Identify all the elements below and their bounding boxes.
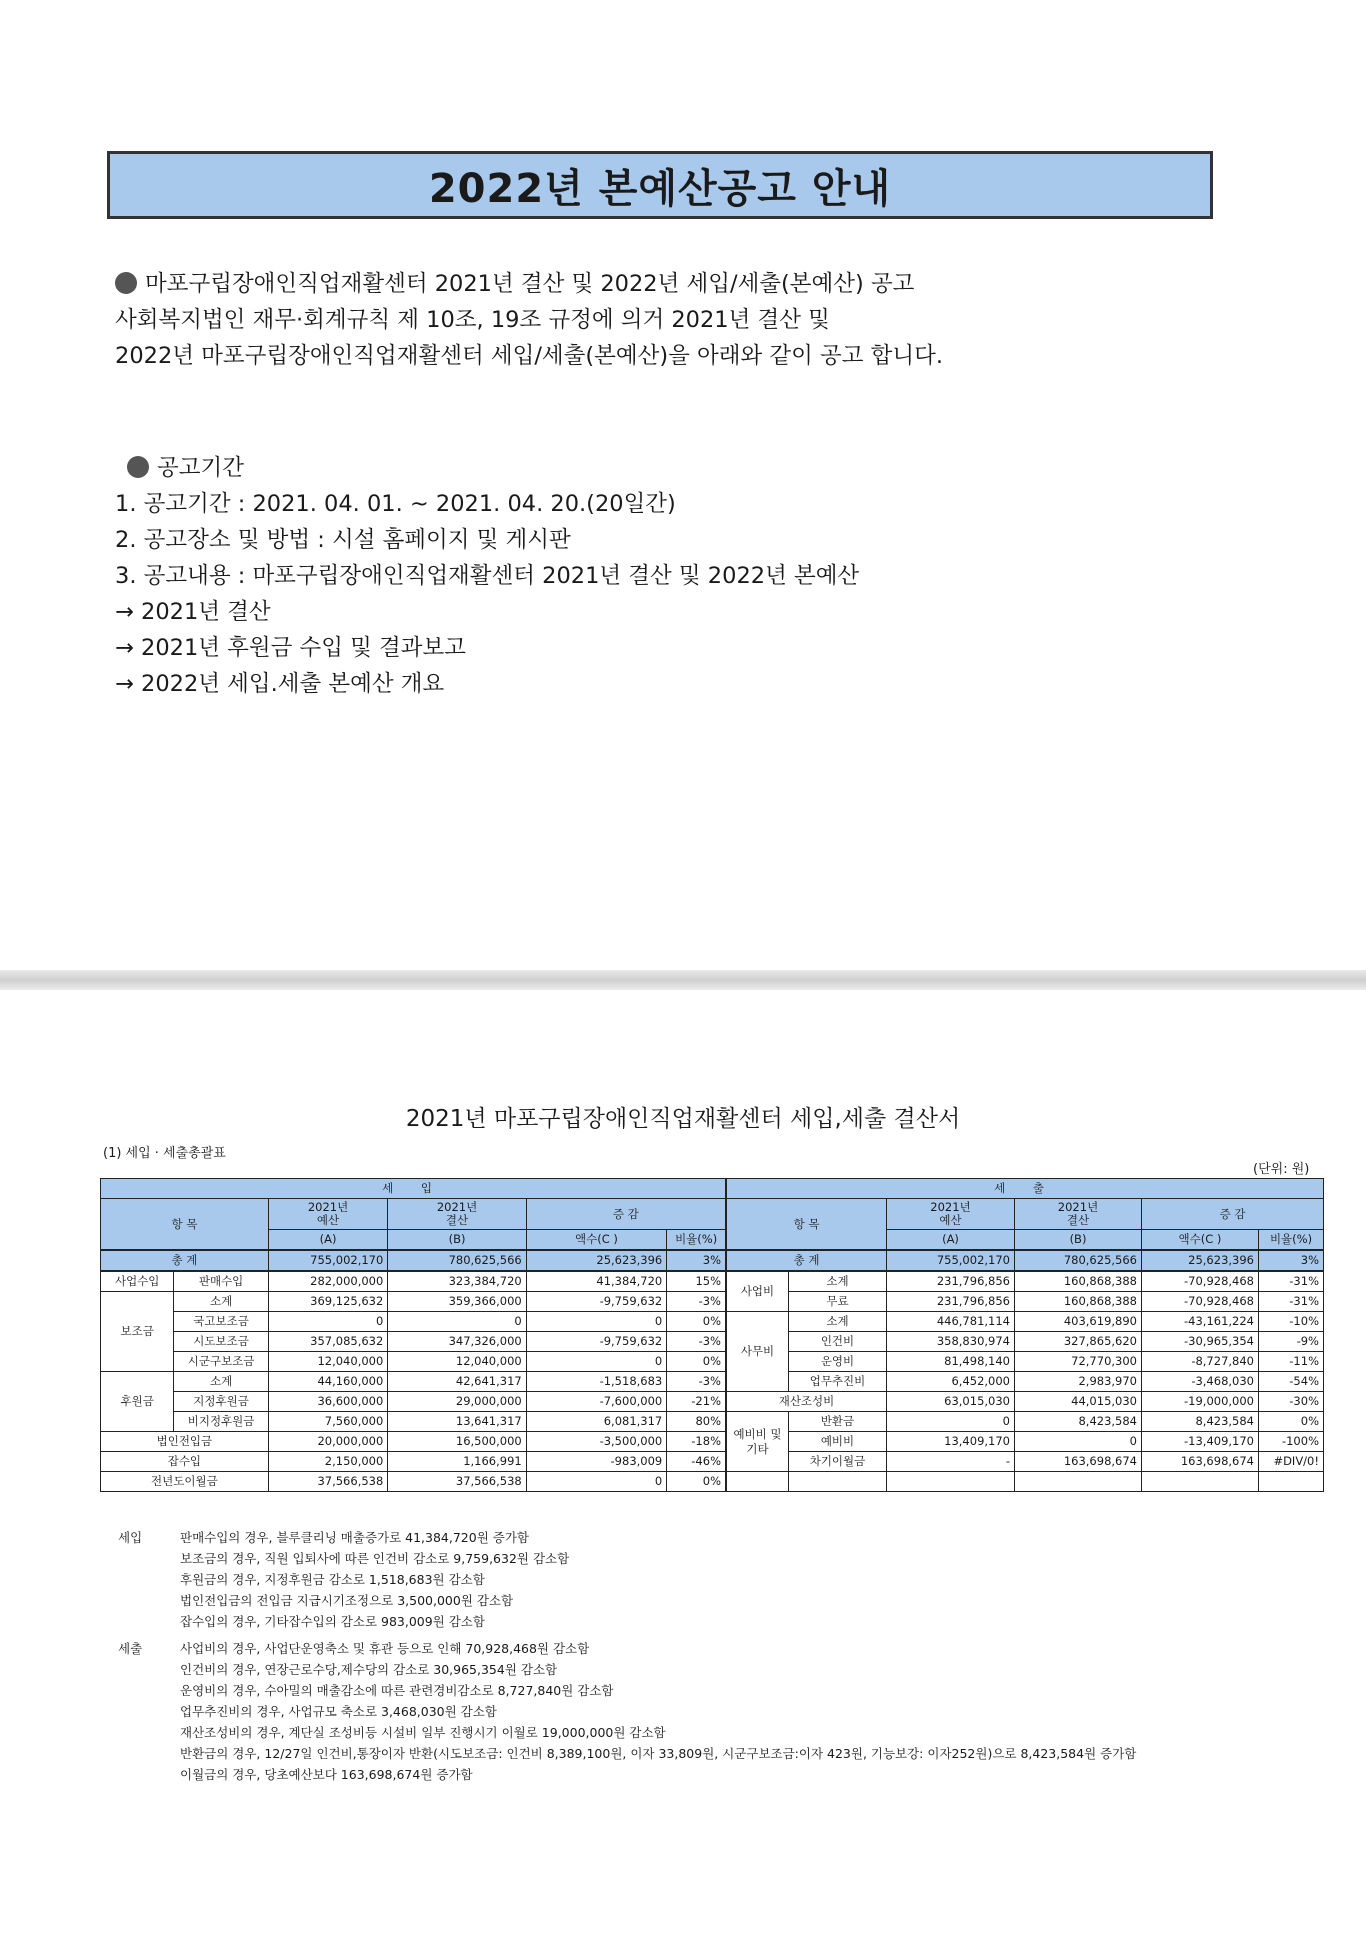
amount-cell: 12,040,000 [388, 1352, 526, 1372]
amount-cell: -7,600,000 [526, 1392, 667, 1412]
amount-cell: - [887, 1452, 1015, 1472]
bullet-icon [115, 272, 137, 294]
row-label: 운영비 [789, 1352, 887, 1372]
intro-line: 2022년 마포구립장애인직업재활센터 세입/세출(본예산)을 아래와 같이 공고 합니다. [115, 343, 943, 369]
col-item-header: 항 목 [727, 1199, 887, 1251]
row-label: 국고보조금 [174, 1312, 268, 1332]
group-label: 예비비 및 기타 [727, 1412, 789, 1472]
amount-cell: -3,500,000 [526, 1432, 667, 1452]
unit-label: (단위: 원) [1253, 1162, 1310, 1177]
amount-cell: -1,518,683 [526, 1372, 667, 1392]
income-table [100, 1178, 726, 1492]
table-row [101, 1271, 726, 1292]
period-item: → 2021년 결산 [115, 599, 271, 625]
notice-intro [115, 266, 943, 374]
amount-cell: 1,166,991 [388, 1452, 526, 1472]
amount-cell: 41,384,720 [526, 1271, 667, 1292]
total-row [101, 1250, 726, 1271]
note-line: 업무추진비의 경우, 사업규모 축소로 3,468,030원 감소함 [180, 1704, 497, 1719]
expense-table [726, 1178, 1324, 1492]
table-row [727, 1452, 1324, 1472]
amount-cell: 0 [526, 1352, 667, 1372]
rate-cell: 0% [667, 1472, 726, 1492]
period-item: → 2022년 세입.세출 본예산 개요 [115, 671, 445, 697]
intro-line: 마포구립장애인직업재활센터 2021년 결산 및 2022년 세입/세출(본예산) 공고 [115, 266, 943, 302]
rate-cell: -30% [1259, 1392, 1324, 1412]
amount-cell: 403,619,890 [1015, 1312, 1142, 1332]
rate-cell: -3% [667, 1292, 726, 1312]
table-row [727, 1332, 1324, 1352]
rate-cell: -10% [1259, 1312, 1324, 1332]
group-label: 후원금 [101, 1372, 174, 1432]
amount-cell: 8,423,584 [1142, 1412, 1259, 1432]
amount-cell: 8,423,584 [1015, 1412, 1142, 1432]
amount-cell: 358,830,974 [887, 1332, 1015, 1352]
col-change-header: 증 감 [1142, 1199, 1324, 1230]
col-result-header: 2021년 결산 [388, 1199, 526, 1230]
total-label: 총 계 [101, 1250, 269, 1271]
rate-cell: 15% [667, 1271, 726, 1292]
amount-cell: 160,868,388 [1015, 1271, 1142, 1292]
row-label: 소계 [174, 1372, 268, 1392]
amount-cell: 2,150,000 [268, 1452, 388, 1472]
rate-cell: 0% [1259, 1412, 1324, 1432]
amount-cell: 6,452,000 [887, 1372, 1015, 1392]
amount-cell: 13,641,317 [388, 1412, 526, 1432]
rate-cell: 0% [667, 1312, 726, 1332]
empty-cell [727, 1472, 789, 1492]
row-label: 소계 [174, 1292, 268, 1312]
col-b-header: (B) [1015, 1230, 1142, 1251]
rate-cell: -18% [667, 1432, 726, 1452]
amount-cell: -30,965,354 [1142, 1332, 1259, 1352]
amount-cell: -3,468,030 [1142, 1372, 1259, 1392]
row-label: 소계 [789, 1271, 887, 1292]
amount-cell: 780,625,566 [388, 1250, 526, 1271]
group-label: 사무비 [727, 1312, 789, 1392]
table-row [101, 1372, 726, 1392]
row-label: 비지정후원금 [174, 1412, 268, 1432]
notice-period-section [115, 450, 859, 702]
table-row [101, 1352, 726, 1372]
row-label: 시군구보조금 [174, 1352, 268, 1372]
amount-cell: 13,409,170 [887, 1432, 1015, 1452]
col-item-header: 항 목 [101, 1199, 269, 1251]
rate-cell: -31% [1259, 1271, 1324, 1292]
table-row [101, 1432, 726, 1452]
amount-cell: -19,000,000 [1142, 1392, 1259, 1412]
amount-cell: 42,641,317 [388, 1372, 526, 1392]
col-a-header: (A) [887, 1230, 1015, 1251]
notes-label: 세입 [118, 1530, 143, 1545]
note-line: 잡수입의 경우, 기타잡수입의 감소로 983,009원 감소함 [180, 1614, 485, 1629]
amount-cell: 359,366,000 [388, 1292, 526, 1312]
rate-cell: 3% [1259, 1250, 1324, 1271]
amount-cell: 36,600,000 [268, 1392, 388, 1412]
amount-cell: 323,384,720 [388, 1271, 526, 1292]
notice-page [0, 0, 1366, 970]
rate-cell: 80% [667, 1412, 726, 1432]
row-label: 재산조성비 [727, 1392, 887, 1412]
empty-cell [1015, 1472, 1142, 1492]
empty-row [727, 1472, 1324, 1492]
amount-cell: -9,759,632 [526, 1292, 667, 1312]
amount-cell: 0 [526, 1472, 667, 1492]
table-row [101, 1332, 726, 1352]
rate-cell: -100% [1259, 1432, 1324, 1452]
amount-cell: 20,000,000 [268, 1432, 388, 1452]
note-line: 법인전입금의 전입금 지급시기조정으로 3,500,000원 감소함 [180, 1593, 514, 1608]
col-change-header: 증 감 [526, 1199, 725, 1230]
bullet-icon [127, 456, 149, 478]
row-label: 잡수입 [101, 1452, 269, 1472]
income-notes [118, 1527, 569, 1632]
amount-cell: 25,623,396 [1142, 1250, 1259, 1271]
amount-cell: 29,000,000 [388, 1392, 526, 1412]
header-row [101, 1179, 726, 1199]
period-item: 3. 공고내용 : 마포구립장애인직업재활센터 2021년 결산 및 2022년 본예산 [115, 563, 860, 589]
amount-cell: 163,698,674 [1015, 1452, 1142, 1472]
note-line: 후원금의 경우, 지정후원금 감소로 1,518,683원 감소함 [180, 1572, 485, 1587]
rate-cell: 3% [667, 1250, 726, 1271]
amount-cell: 81,498,140 [887, 1352, 1015, 1372]
row-label: 지정후원금 [174, 1392, 268, 1412]
header-row [101, 1199, 726, 1230]
amount-cell: 0 [268, 1312, 388, 1332]
col-rate-header: 비율(%) [667, 1230, 726, 1251]
period-item: → 2021년 후원금 수입 및 결과보고 [115, 635, 466, 661]
amount-cell: -8,727,840 [1142, 1352, 1259, 1372]
section-header: 세 입 [101, 1179, 726, 1199]
note-line: 사업비의 경우, 사업단운영축소 및 휴관 등으로 인해 70,928,468원 감소함 [180, 1641, 590, 1656]
table-row [727, 1352, 1324, 1372]
group-label: 보조금 [101, 1292, 174, 1372]
row-label: 법인전입금 [101, 1432, 269, 1452]
amount-cell: 0 [1015, 1432, 1142, 1452]
expense-notes [118, 1638, 1136, 1785]
col-b-header: (B) [388, 1230, 526, 1251]
amount-cell: 231,796,856 [887, 1292, 1015, 1312]
amount-cell: 72,770,300 [1015, 1352, 1142, 1372]
note-line: 운영비의 경우, 수아밀의 매출감소에 따른 관련경비감소로 8,727,840원 감소함 [180, 1683, 614, 1698]
col-rate-header: 비율(%) [1259, 1230, 1324, 1251]
amount-cell: 0 [388, 1312, 526, 1332]
group-label: 사업수입 [101, 1271, 174, 1292]
rate-cell: -9% [1259, 1332, 1324, 1352]
note-line: 판매수입의 경우, 블루클리닝 매출증가로 41,384,720원 증가함 [180, 1530, 529, 1545]
statement-title: 2021년 마포구립장애인직업재활센터 세입,세출 결산서 [405, 1106, 961, 1132]
notes-label: 세출 [118, 1641, 143, 1656]
period-heading: 공고기간 [115, 450, 859, 486]
header-row [727, 1179, 1324, 1199]
row-label: 반환금 [789, 1412, 887, 1432]
amount-cell: 780,625,566 [1015, 1250, 1142, 1271]
note-line: 인건비의 경우, 연장근로수당,제수당의 감소로 30,965,354원 감소함 [180, 1662, 558, 1677]
amount-cell: 0 [526, 1312, 667, 1332]
amount-cell: 25,623,396 [526, 1250, 667, 1271]
amount-cell: 12,040,000 [268, 1352, 388, 1372]
amount-cell: 0 [887, 1412, 1015, 1432]
row-label: 시도보조금 [174, 1332, 268, 1352]
table-row [101, 1292, 726, 1312]
amount-cell: 369,125,632 [268, 1292, 388, 1312]
amount-cell: 231,796,856 [887, 1271, 1015, 1292]
amount-cell: 327,865,620 [1015, 1332, 1142, 1352]
col-c-header: 액수(C ) [1142, 1230, 1259, 1251]
header-row [727, 1199, 1324, 1230]
amount-cell: 282,000,000 [268, 1271, 388, 1292]
note-line: 보조금의 경우, 직원 입퇴사에 따른 인건비 감소로 9,759,632원 감소함 [180, 1551, 570, 1566]
amount-cell: 16,500,000 [388, 1432, 526, 1452]
col-c-header: 액수(C ) [526, 1230, 667, 1251]
amount-cell: 7,560,000 [268, 1412, 388, 1432]
row-label: 소계 [789, 1312, 887, 1332]
row-label: 무료 [789, 1292, 887, 1312]
row-label: 차기이월금 [789, 1452, 887, 1472]
table-row [727, 1432, 1324, 1452]
amount-cell: 755,002,170 [887, 1250, 1015, 1271]
row-label: 전년도이월금 [101, 1472, 269, 1492]
table-row [101, 1412, 726, 1432]
col-budget-header: 2021년 예산 [268, 1199, 388, 1230]
rate-cell: -21% [667, 1392, 726, 1412]
rate-cell: -46% [667, 1452, 726, 1472]
amount-cell: 44,015,030 [1015, 1392, 1142, 1412]
amount-cell: -43,161,224 [1142, 1312, 1259, 1332]
amount-cell: -70,928,468 [1142, 1292, 1259, 1312]
col-budget-header: 2021년 예산 [887, 1199, 1015, 1230]
amount-cell: 37,566,538 [268, 1472, 388, 1492]
rate-cell: -3% [667, 1332, 726, 1352]
amount-cell: 347,326,000 [388, 1332, 526, 1352]
amount-cell: 163,698,674 [1142, 1452, 1259, 1472]
total-label: 총 계 [727, 1250, 887, 1271]
amount-cell: 2,983,970 [1015, 1372, 1142, 1392]
table-row [101, 1452, 726, 1472]
amount-cell: 446,781,114 [887, 1312, 1015, 1332]
table-row [727, 1271, 1324, 1292]
rate-cell: #DIV/0! [1259, 1452, 1324, 1472]
note-line: 이월금의 경우, 당초예산보다 163,698,674원 증가함 [180, 1767, 473, 1782]
note-line: 반환금의 경우, 12/27일 인건비,통장이자 반환(시도보조금: 인건비 8,389,100원, 이자 33,809원, 시군구보조금:이자 423원, 기능보강: 이자252원)으로 8,423,584원 증가함 [180, 1746, 1137, 1761]
rate-cell: -54% [1259, 1372, 1324, 1392]
amount-cell: 6,081,317 [526, 1412, 667, 1432]
table-row [101, 1472, 726, 1492]
amount-cell: -9,759,632 [526, 1332, 667, 1352]
notice-title-banner [107, 151, 1213, 219]
row-label: 예비비 [789, 1432, 887, 1452]
row-label: 업무추진비 [789, 1372, 887, 1392]
table-row [101, 1392, 726, 1412]
table-row [727, 1392, 1324, 1412]
table-row [101, 1312, 726, 1332]
table-row [727, 1292, 1324, 1312]
period-item: 1. 공고기간 : 2021. 04. 01. ~ 2021. 04. 20.(20일간) [115, 491, 676, 517]
page-divider [0, 970, 1366, 990]
note-line: 재산조성비의 경우, 계단실 조성비등 시설비 일부 진행시기 이월로 19,000,000원 감소함 [180, 1725, 666, 1740]
table-row [727, 1312, 1324, 1332]
amount-cell: -70,928,468 [1142, 1271, 1259, 1292]
col-result-header: 2021년 결산 [1015, 1199, 1142, 1230]
amount-cell: 44,160,000 [268, 1372, 388, 1392]
amount-cell: 755,002,170 [268, 1250, 388, 1271]
rate-cell: -3% [667, 1372, 726, 1392]
statement-page [0, 990, 1366, 1948]
statement-subtitle: (1) 세입 · 세출총괄표 [103, 1146, 226, 1161]
amount-cell: 37,566,538 [388, 1472, 526, 1492]
intro-line: 사회복지법인 재무·회계규칙 제 10조, 19조 규정에 의거 2021년 결산 및 [115, 307, 830, 333]
amount-cell: 160,868,388 [1015, 1292, 1142, 1312]
notice-title: 2022년 본예산공고 안내 [428, 165, 892, 212]
row-label: 판매수입 [174, 1271, 268, 1292]
rate-cell: 0% [667, 1352, 726, 1372]
rate-cell: -31% [1259, 1292, 1324, 1312]
amount-cell: 357,085,632 [268, 1332, 388, 1352]
col-a-header: (A) [268, 1230, 388, 1251]
amount-cell: -983,009 [526, 1452, 667, 1472]
rate-cell: -11% [1259, 1352, 1324, 1372]
table-row [727, 1372, 1324, 1392]
total-row [727, 1250, 1324, 1271]
empty-cell [789, 1472, 887, 1492]
group-label: 사업비 [727, 1271, 789, 1312]
period-item: 2. 공고장소 및 방법 : 시설 홈페이지 및 게시판 [115, 527, 571, 553]
empty-cell [887, 1472, 1015, 1492]
empty-cell [1259, 1472, 1324, 1492]
row-label: 인건비 [789, 1332, 887, 1352]
table-row [727, 1412, 1324, 1432]
empty-cell [1142, 1472, 1259, 1492]
amount-cell: -13,409,170 [1142, 1432, 1259, 1452]
amount-cell: 63,015,030 [887, 1392, 1015, 1412]
section-header: 세 출 [727, 1179, 1324, 1199]
